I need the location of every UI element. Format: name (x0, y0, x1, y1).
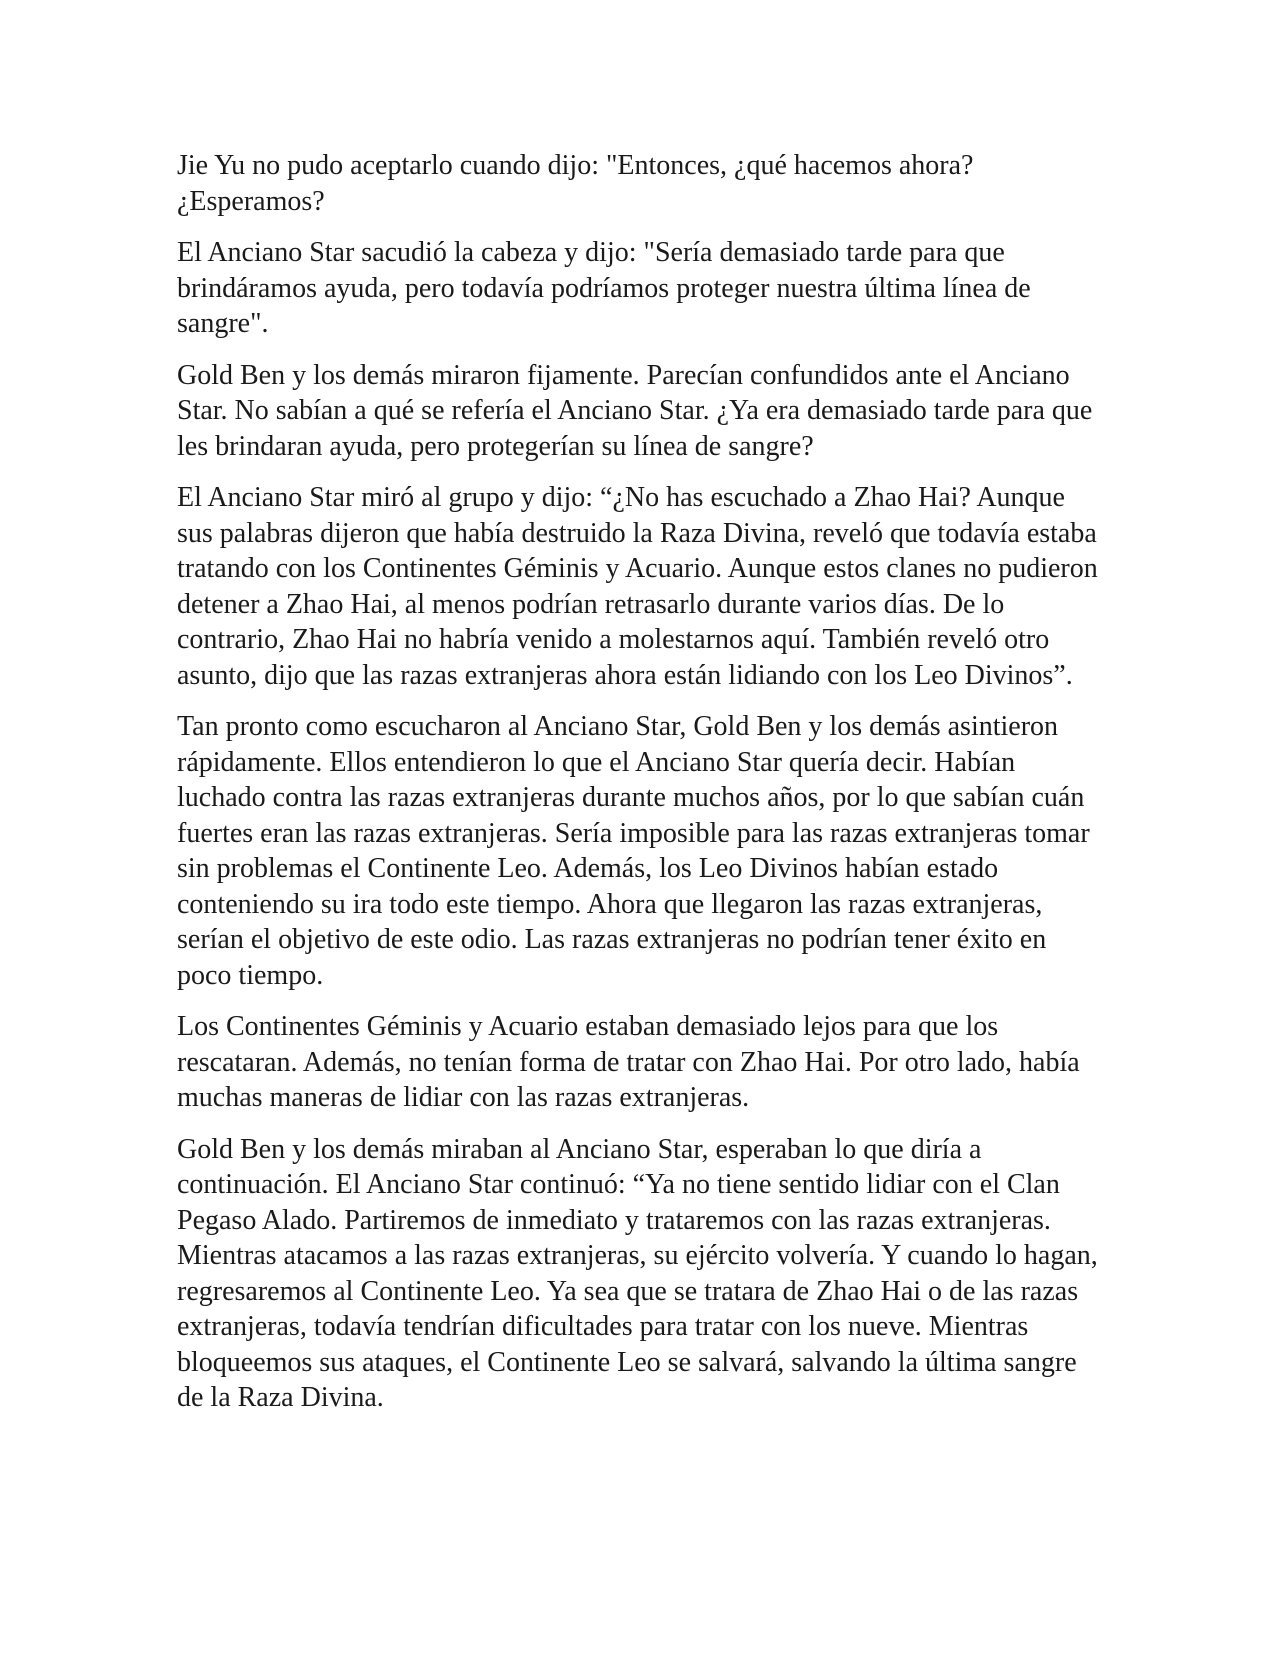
paragraph-2: El Anciano Star sacudió la cabeza y dijo: "Sería demasiado tarde para que brindáramos ayuda, pero todavía podríamos proteger nuestra última línea de sangre". (177, 237, 1031, 339)
paragraph-3: Gold Ben y los demás miraron fijamente. Parecían confundidos ante el Anciano Star. No sabían a qué se refería el Anciano Star. ¿Ya era demasiado tarde para que les brindaran ayuda, pero protegerían su línea de sangre? (177, 359, 1093, 462)
paragraph-5: Tan pronto como escucharon al Anciano Star, Gold Ben y los demás asintieron rápidamente. Ellos entendieron lo que el Anciano Star quería decir. Habían luchado contra las razas extranjeras durante muchos años, por lo que sabían cuán fuertes eran las razas extranjeras. Sería imposible para las razas extranjeras tomar sin problemas el Continente Leo. Además, los Leo Divinos habían estado conteniendo su ira todo este tiempo. Ahora que llegaron las razas extranjeras, serían el objetivo de este odio. Las razas extranjeras no podrían tener éxito en poco tiempo. (177, 711, 1090, 991)
paragraph-4: El Anciano Star miró al grupo y dijo: “¿No has escuchado a Zhao Hai? Aunque sus palabras dijeron que había destruido la Raza Divina, reveló que todavía estaba tratando con los Continentes Géminis y Acuario. Aunque estos clanes no pudieron detener a Zhao Hai, al menos podrían retrasarlo durante varios días. De lo contrario, Zhao Hai no habría venido a molestarnos aquí. También reveló otro asunto, dijo que las razas extranjeras ahora están lidiando con los Leo Divinos”. (177, 482, 1098, 691)
paragraph-1: Jie Yu no pudo aceptarlo cuando dijo: "Entonces, ¿qué hacemos ahora? ¿Esperamos? (177, 150, 974, 217)
paragraph-6: Los Continentes Géminis y Acuario estaban demasiado lejos para que los rescataran. Además, no tenían forma de tratar con Zhao Hai. Por otro lado, había muchas maneras de lidiar con las razas extranjeras. (177, 1011, 1080, 1113)
paragraph-7: Gold Ben y los demás miraban al Anciano Star, esperaban lo que diría a continuación. El Anciano Star continuó: “Ya no tiene sentido lidiar con el Clan Pegaso Alado. Partiremos de inmediato y trataremos con las razas extranjeras. Mientras atacamos a las razas extranjeras, su ejército volvería. Y cuando lo hagan, regresaremos al Continente Leo. Ya sea que se tratara de Zhao Hai o de las razas extranjeras, todavía tendrían dificultades para tratar con los nueve. Mientras bloqueemos sus ataques, el Continente Leo se salvará, salvando la última sangre de la Raza Divina. (177, 1133, 1098, 1413)
document-body (177, 148, 1107, 1432)
